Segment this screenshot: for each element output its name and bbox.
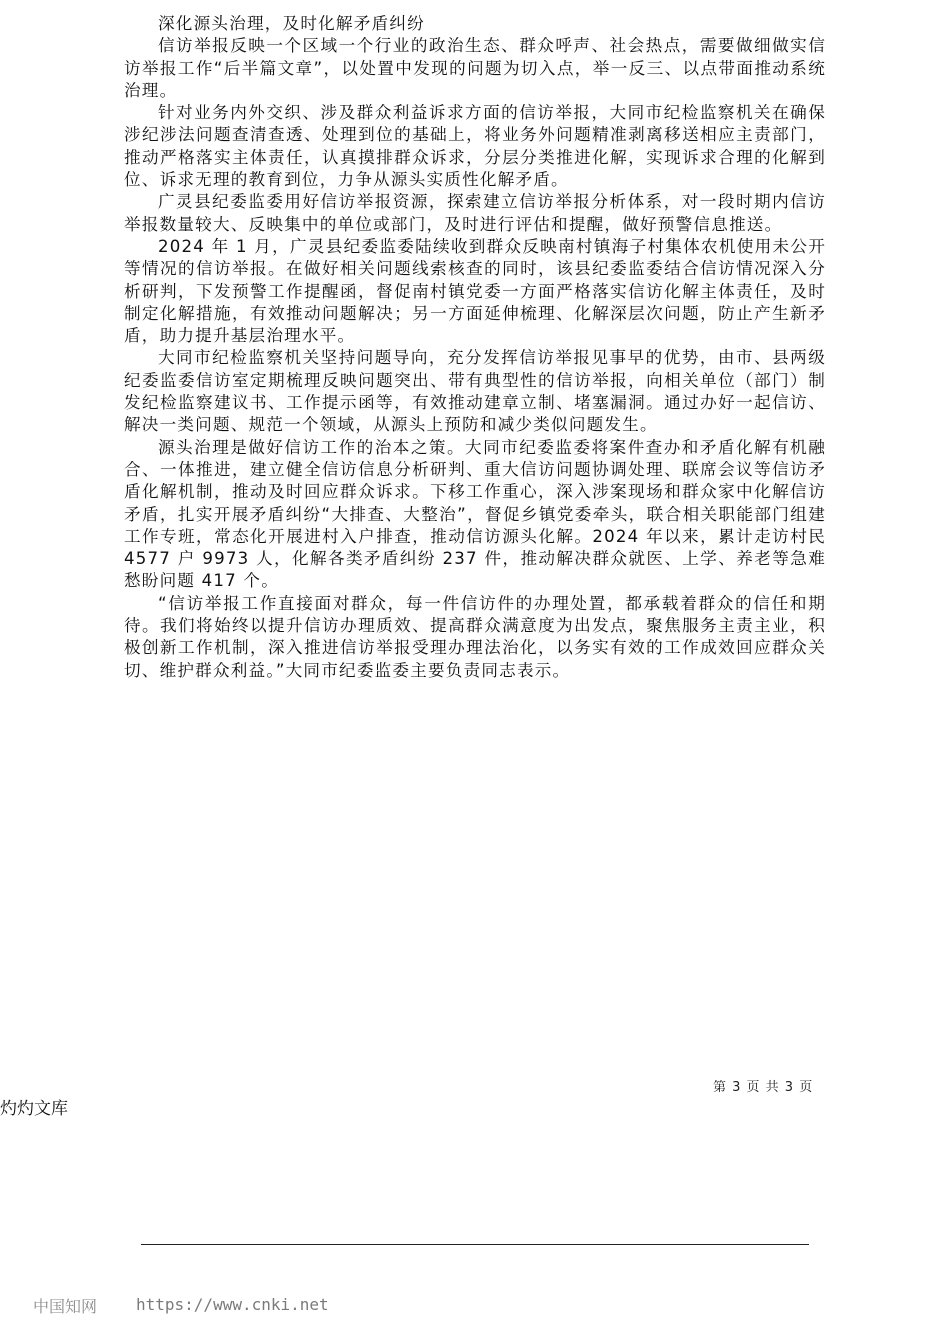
paragraph: 2024 年 1 月，广灵县纪委监委陆续收到群众反映南村镇海子村集体农机使用未公开等情况的信访举报。在做好相关问题线索核查的同时，该县纪委监委结合信访情况深入分析研判，下发预警工作提醒函，督促南村镇党委一方面严格落实信访化解主体责任，及时制定化解措施，有效推动问题解决；另一方面延伸梳理、化解深层次问题，防止产生新矛盾，助力提升基层治理水平。 — [124, 236, 826, 346]
article-body — [124, 13, 826, 682]
paragraph: 源头治理是做好信访工作的治本之策。大同市纪委监委将案件查办和矛盾化解有机融合、一体推进，建立健全信访信息分析研判、重大信访问题协调处理、联席会议等信访矛盾化解机制，推动及时回应群众诉求。下移工作重心，深入涉案现场和群众家中化解信访矛盾，扎实开展矛盾纠纷“大排查、大整治”，督促乡镇党委牵头，联合相关职能部门组建工作专班，常态化开展进村入户排查，推动信访源头化解。2024 年以来，累计走访村民 4577 户 9973 人，化解各类矛盾纠纷 237 件，推动解决群众就医、上学、养老等急难愁盼问题 417 个。 — [124, 437, 826, 591]
paragraph: 针对业务内外交织、涉及群众利益诉求方面的信访举报，大同市纪检监察机关在确保涉纪涉法问题查清查透、处理到位的基础上，将业务外问题精准剥离移送相应主责部门，推动严格落实主体责任，认真摸排群众诉求，分层分类推进化解，实现诉求合理的化解到位、诉求无理的教育到位，力争从源头实质性化解矛盾。 — [124, 103, 826, 190]
footer-divider — [141, 1244, 809, 1245]
source-link[interactable]: https://www.cnki.net — [136, 1295, 329, 1314]
page-number: 第 3 页 共 3 页 — [713, 1080, 814, 1095]
paragraph: “信访举报工作直接面对群众，每一件信访件的办理处置，都承载着群众的信任和期待。我们将始终以提升信访办理质效、提高群众满意度为出发点，聚焦服务主责主业，积极创新工作机制，深入推进信访举报受理办理法治化，以务实有效的工作成效回应群众关切、维护群众利益。”大同市纪委监委主要负责同志表示。 — [124, 593, 826, 680]
paragraph: 大同市纪检监察机关坚持问题导向，充分发挥信访举报见事早的优势，由市、县两级纪委监委信访室定期梳理反映问题突出、带有典型性的信访举报，向相关单位（部门）制发纪检监察建议书、工作提示函等，有效推动建章立制、堵塞漏洞。通过办好一起信访、解决一类问题、规范一个领域，从源头上预防和减少类似问题发生。 — [124, 348, 826, 435]
watermark-label: 灼灼文库 — [0, 1099, 68, 1119]
source-name: 中国知网 — [33, 1297, 98, 1316]
paragraph: 广灵县纪委监委用好信访举报资源，探索建立信访举报分析体系，对一段时期内信访举报数量较大、反映集中的单位或部门，及时进行评估和提醒，做好预警信息推送。 — [124, 192, 826, 234]
section-heading: 深化源头治理，及时化解矛盾纠纷 — [158, 14, 425, 33]
paragraph: 信访举报反映一个区域一个行业的政治生态、群众呼声、社会热点，需要做细做实信访举报工作“后半篇文章”，以处置中发现的问题为切入点，举一反三、以点带面推动系统治理。 — [124, 36, 826, 100]
